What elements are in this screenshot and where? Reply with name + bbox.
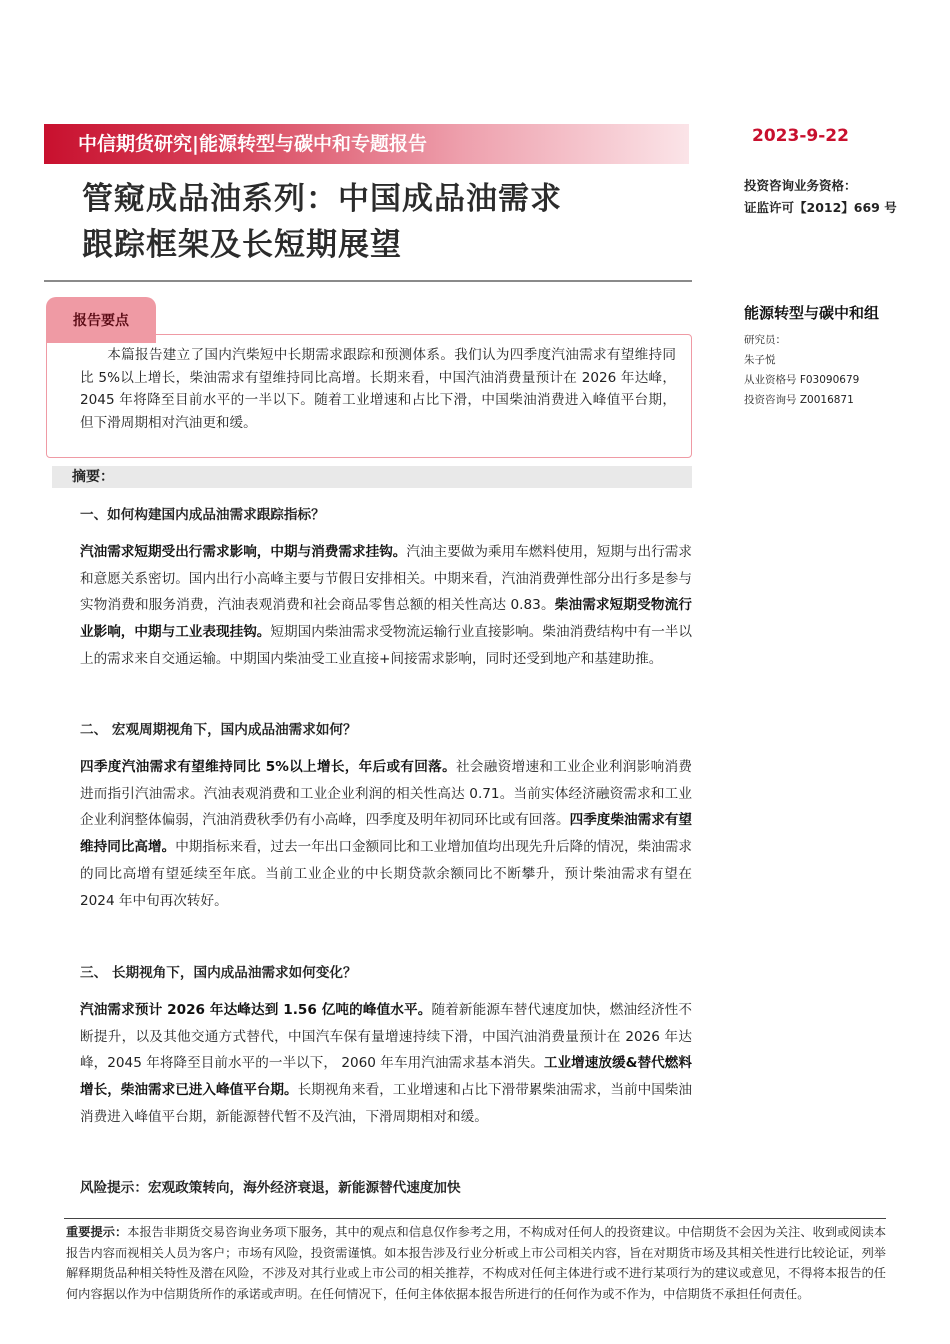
qualification-block <box>744 175 944 219</box>
section-1-heading: 一、如何构建国内成品油需求跟踪指标？ <box>80 507 325 523</box>
section-3-heading: 三、 长期视角下，国内成品油需求如何变化？ <box>80 965 357 981</box>
section-3-text-1: 随着新能源车替代速度加快，燃油经济性不断提升，以及其他交通方式替代，中国汽车保有量增速持续下滑，中国汽油消费量预计在 2026 年达峰，2045 年将降至目前水平的一半以下， 2060 年车用汽油需求基本消失。 <box>80 1002 692 1072</box>
practice-number: 从业资格号 F03090679 <box>744 374 860 386</box>
report-title <box>82 176 682 268</box>
section-2-text-1: 社会融资增速和工业企业利润影响消费进而指引汽油需求。汽油表观消费和工业企业利润的相关性高达 0.71。当前实体经济融资需求和工业企业利润整体偏弱，汽油消费秋季仍有小高峰，四季度及明年初同环比或有回落。 <box>80 759 693 829</box>
section-2-bold-1: 四季度汽油需求有望维持同比 5%以上增长，年后或有回落。 <box>80 759 456 775</box>
report-series-banner: 中信期货研究|能源转型与碳中和专题报告 <box>44 124 689 164</box>
section-2-text-2: 中期指标来看，过去一年出口金额同比和工业增加值均出现先升后降的情况，柴油需求的同比高增有望延续至年底。当前工业企业的中长期贷款余额同比不断攀升，预计柴油需求有望在 2024 年中旬再次转好。 <box>80 839 692 909</box>
consult-number: 投资咨询号 Z0016871 <box>744 394 854 406</box>
qualification-label: 投资咨询业务资格： <box>744 178 857 193</box>
title-line-2: 跟踪框架及长短期展望 <box>82 227 402 263</box>
research-group-name: 能源转型与碳中和组 <box>744 304 880 322</box>
title-divider <box>44 280 692 282</box>
section-2-paragraph <box>80 754 692 914</box>
section-2-bold-2: 四季度柴油需求有望维持同比高增。 <box>80 812 693 856</box>
section-1-bold-1: 汽油需求短期受出行需求影响，中期与消费需求挂钩。 <box>80 544 407 560</box>
section-3-paragraph <box>80 997 692 1131</box>
researcher-info <box>744 330 944 410</box>
section-2-heading: 二、 宏观周期视角下，国内成品油需求如何？ <box>80 722 357 738</box>
summary-text: 本篇报告建立了国内汽柴短中长期需求跟踪和预测体系。我们认为四季度汽油需求有望维持同比 5%以上增长，柴油需求有望维持同比高增。长期来看，中国汽油消费量预计在 2026 年达峰，2045 年将降至目前水平的一半以下。随着工业增速和占比下滑，中国柴油消费进入峰值平台期，但下滑周期相对汽油更和缓。 <box>80 347 676 431</box>
section-3-bold-2: 工业增速放缓&替代燃料增长，柴油需求已进入峰值平台期。 <box>80 1055 692 1099</box>
section-3-text-2: 长期视角来看，工业增速和占比下滑带累柴油需求，当前中国柴油消费进入峰值平台期，新能源替代暂不及汽油，下滑周期相对和缓。 <box>80 1082 693 1125</box>
section-1-text-2: 短期国内柴油需求受物流运输行业直接影响。柴油消费结构中有一半以上的需求来自交通运输。中期国内柴油受工业直接+间接需求影响，同时还受到地产和基建助推。 <box>80 624 693 667</box>
risk-warning: 风险提示：宏观政策转向，海外经济衰退，新能源替代速度加快 <box>80 1180 461 1196</box>
section-3-bold-1: 汽油需求预计 2026 年达峰达到 1.56 亿吨的峰值水平。 <box>80 1002 432 1018</box>
section-1-paragraph <box>80 539 692 673</box>
report-date: 2023-9-22 <box>752 126 849 146</box>
summary-tab: 报告要点 <box>46 297 156 343</box>
disclaimer-text: 本报告非期货交易咨询业务项下服务，其中的观点和信息仅作参考之用，不构成对任何人的投资建议。中信期货不会因为关注、收到或阅读本报告内容而视相关人员为客户；市场有风险，投资需谨慎。如本报告涉及行业分析或上市公司相关内容，旨在对期货市场及其相关性进行比较论证，列举解释期货品种相关特性及潜在风险，不涉及对其行业或上市公司的相关推荐，不构成对任何主体进行或不进行某项行为的建议或意见，不得将本报告的任何内容据以作为中信期货所作的承诺或声明。在任何情况下，任何主体依据本报告所进行的任何作为或不作为，中信期货不承担任何责任。 <box>66 1225 887 1301</box>
section-1-bold-2: 柴油需求短期受物流行业影响，中期与工业表现挂钩。 <box>80 597 692 641</box>
researcher-name: 朱子悦 <box>744 354 776 366</box>
license-number: 证监许可【2012】669 号 <box>744 200 897 215</box>
disclaimer <box>66 1222 886 1304</box>
researcher-label: 研究员： <box>744 334 786 346</box>
disclaimer-label: 重要提示： <box>66 1225 128 1239</box>
section-1-text-1: 汽油主要做为乘用车燃料使用，短期与出行需求和意愿关系密切。国内出行小高峰主要与节假日安排相关。中期来看，汽油消费弹性部分出行多是参与实物消费和服务消费，汽油表观消费和社会商品零售总额的相关性高达 0.83。 <box>80 544 693 614</box>
title-line-1: 管窥成品油系列：中国成品油需求 <box>82 181 562 217</box>
footer-divider <box>64 1218 886 1219</box>
abstract-heading: 摘要： <box>52 466 692 488</box>
